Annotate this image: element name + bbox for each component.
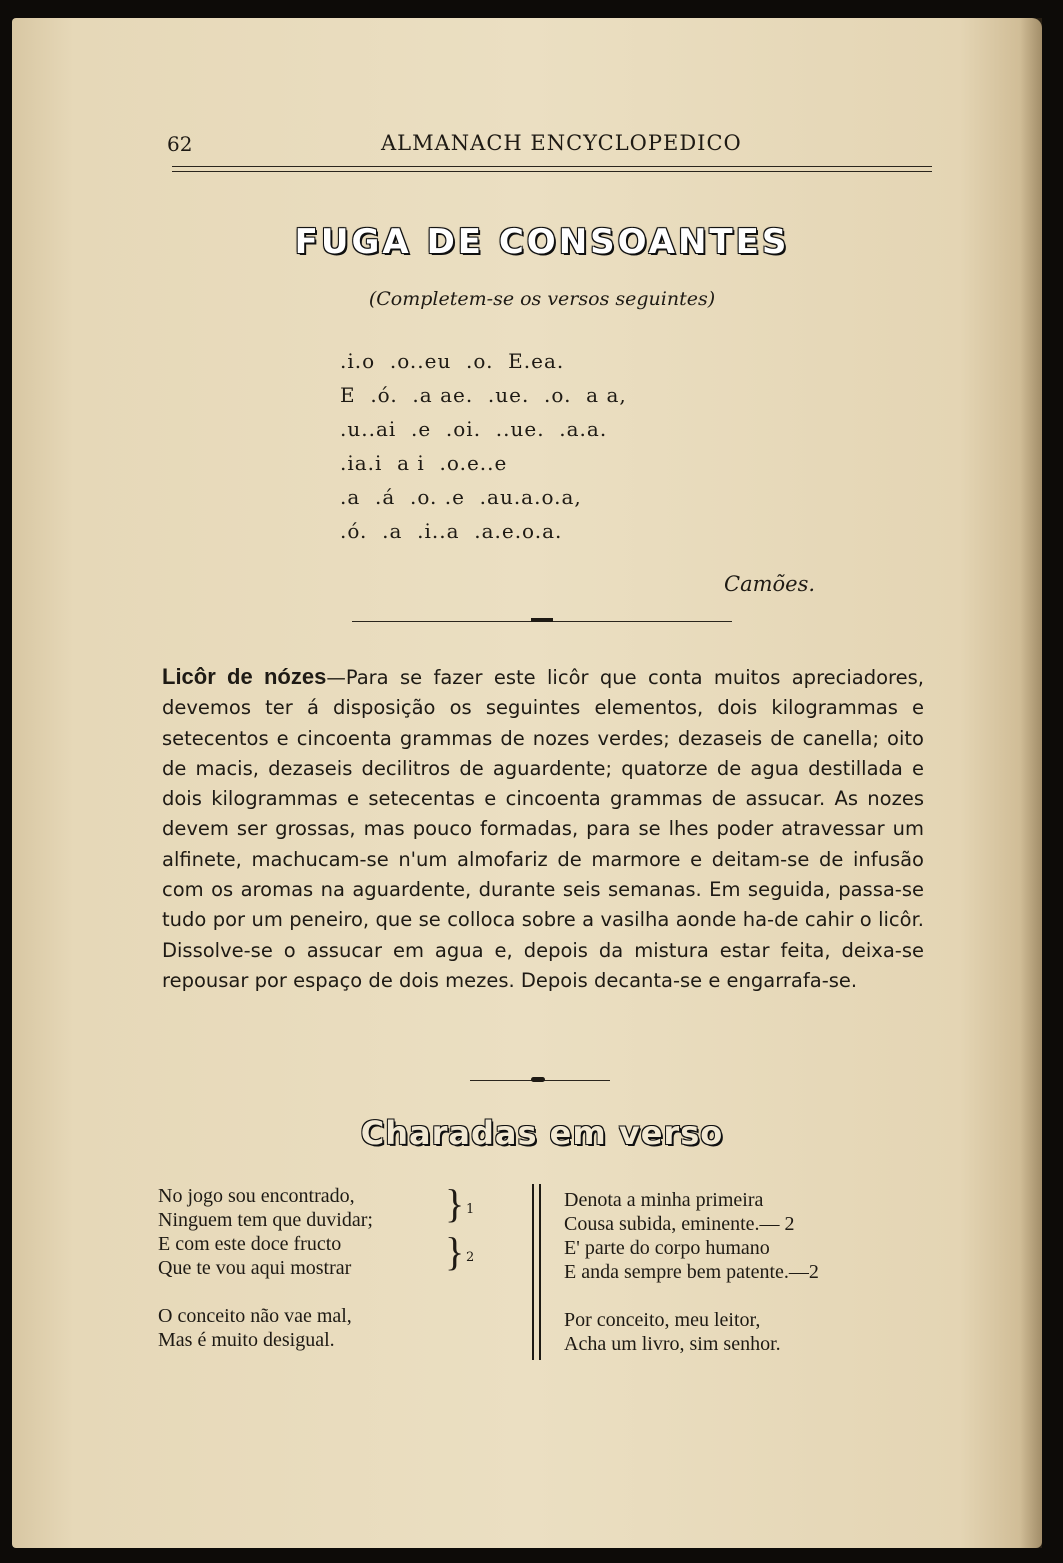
- charada-line: No jogo sou encontrado,: [158, 1185, 355, 1207]
- verse-line: .a .á .o. .e .au.a.o.a,: [340, 485, 582, 509]
- verse-line: .ia.i a i .o.e..e: [340, 451, 508, 475]
- charada-concept-line: O conceito não vae mal,: [158, 1305, 352, 1327]
- running-header: ALMANACH ENCYCLOPEDICO: [381, 131, 742, 155]
- charada-concept-line: Mas é muito desigual.: [158, 1329, 335, 1351]
- brace-icon: }: [445, 1229, 465, 1274]
- page-fold-shadow: [1020, 18, 1042, 1548]
- brace-icon: }: [445, 1181, 465, 1226]
- column-divider: [539, 1184, 541, 1360]
- fuga-verse: [340, 344, 627, 548]
- syllable-count: 1: [466, 1202, 475, 1217]
- charada-line: E anda sempre bem patente.—2: [564, 1261, 819, 1283]
- charada-line: Que te vou aqui mostrar: [158, 1257, 352, 1279]
- charada-right: [564, 1188, 944, 1356]
- verse-line: .u..ai .e .oi. ..ue. .a.a.: [340, 417, 608, 441]
- verse-author: Camões.: [724, 572, 816, 596]
- column-divider: [532, 1184, 534, 1360]
- book-page: [12, 18, 1042, 1548]
- divider-ornament: [531, 618, 553, 622]
- charadas-title: Charadas em verso: [360, 1114, 724, 1152]
- charada-left: [158, 1181, 478, 1352]
- charada-concept-line: Acha um livro, sim senhor.: [564, 1333, 781, 1355]
- recipe-body: —Para se fazer este licôr que conta muitos apreciadores, devemos ter á disposição os seguintes elementos, dois kilogrammas e setecentos e cincoenta grammas de nozes verdes; dezaseis de canella; oito de macis, dezaseis decilitros de aguardente; quatorze de agua destillada e dois kilogrammas e setecentas e cincoenta grammas de assucar. As nozes devem ser grossas, mas pouco formadas, para se lhes poder atravessar um alfinete, machucam-se n'um almofariz de marmore e deitam-se de infusão com os aromas na aguardente, durante seis semanas. Em seguida, passa-se tudo por um peneiro, que se colloca sobre a vasilha aonde ha-de cahir o licôr. Dissolve-se o assucar em agua e, depois da mistura estar feita, deixa-se repousar por espaço de dois mezes. Depois decanta-se e engarrafa-se.: [162, 666, 924, 992]
- charada-line: E' parte do corpo humano: [564, 1237, 770, 1259]
- verse-line: .ó. .a .i..a .a.e.o.a.: [340, 519, 563, 543]
- divider-ornament: [531, 1077, 545, 1082]
- charada-concept-line: Por conceito, meu leitor,: [564, 1309, 761, 1331]
- verse-line: E .ó. .a ae. .ue. .o. a a,: [340, 383, 627, 407]
- fuga-title: FUGA DE CONSOANTES: [294, 222, 790, 262]
- page-number: 62: [167, 132, 193, 156]
- header-rule: [172, 166, 932, 172]
- verse-line: .i.o .o..eu .o. E.ea.: [340, 349, 565, 373]
- charada-line: E com este doce fructo: [158, 1233, 342, 1255]
- charada-line: Cousa subida, eminente.— 2: [564, 1213, 795, 1235]
- fuga-subtitle: (Completem-se os versos seguintes): [368, 288, 716, 310]
- charada-line: Ninguem tem que duvidar;: [158, 1209, 373, 1231]
- recipe-paragraph: [162, 662, 924, 996]
- syllable-count: 2: [466, 1250, 475, 1265]
- recipe-heading: Licôr de nózes: [162, 664, 327, 689]
- charada-line: Denota a minha primeira: [564, 1189, 764, 1211]
